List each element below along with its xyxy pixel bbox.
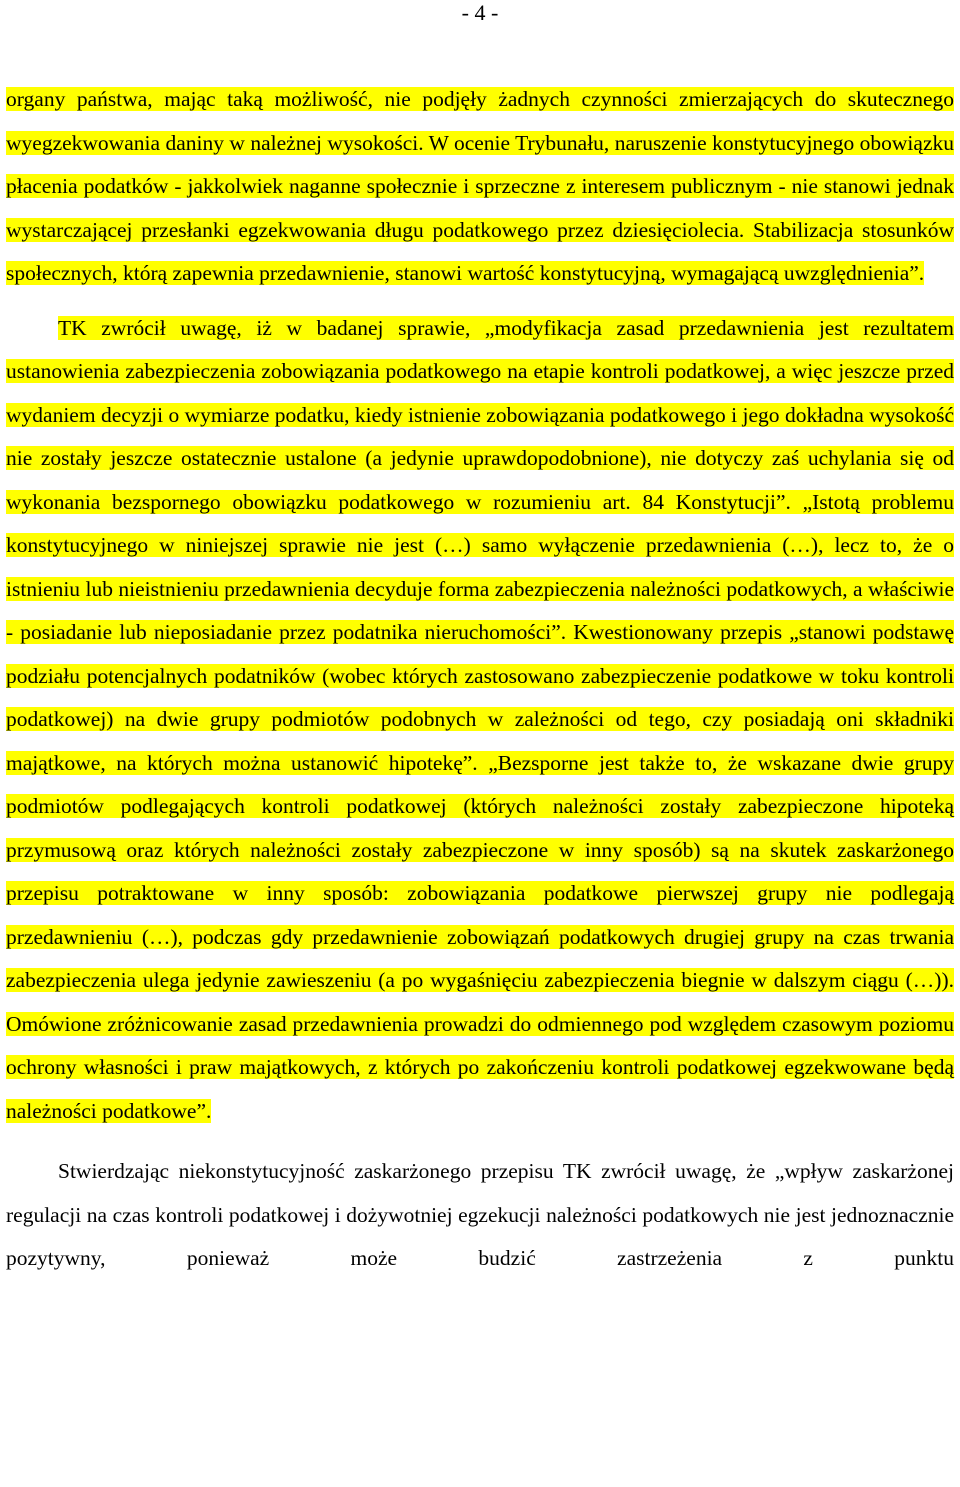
highlighted-text: organy państwa, mając taką możliwość, nie podjęły żadnych czynności zmierzających do skutecznego wyegzekwowania daniny w należnej wysokości. W ocenie Trybunału, naruszenie konstytucyjnego obowiązku płacenia podatków - jakkolwiek naganne społecznie i sprzeczne z interesem publicznym - nie stanowi jednak wystarczającej przesłanki egzekwowania długu podatkowego przez dziesięciolecia. Stabilizacja stosunków społecznych, którą zapewnia przedawnienie, stanowi wartość konstytucyjną, wymagającą uwzględnienia”. <box>6 87 954 285</box>
paragraph-text: Stwierdzając niekonstytucyjność zaskarżonego przepisu TK zwrócił uwagę, że „wpływ zaskarżonej regulacji na czas kontroli podatkowej i dożywotniej egzekucji należności podatkowych nie jest jednoznacznie pozytywny, ponieważ może budzić zastrzeżenia z punktu <box>6 1159 954 1270</box>
highlighted-text: TK zwrócił uwagę, iż w badanej sprawie, „modyfikacja zasad przedawnienia jest rezultatem ustanowienia zabezpieczenia zobowiązania podatkowego na etapie kontroli podatkowej, a więc jeszcze przed wydaniem decyzji o wymiarze podatku, kiedy istnienie zobowiązania podatkowego i jego dokładna wysokość nie zostały jeszcze ostatecznie ustalone (a jedynie uprawdopodobnione), nie dotyczy zaś uchylania się od wykonania bezspornego obowiązku podatkowego w rozumieniu art. 84 Konstytucji”. „Istotą problemu konstytucyjnego w niniejszej sprawie nie jest (…) samo wyłączenie przedawnienia (…), lecz to, że o istnieniu lub nieistnieniu przedawnienia decyduje forma zabezpieczenia należności podatkowych, a właściwie - posiadanie lub nieposiadanie przez podatnika nieruchomości”. Kwestionowany przepis „stanowi podstawę podziału potencjalnych podatników (wobec których zastosowano zabezpieczenie podatkowe w toku kontroli podatkowej) na dwie grupy podmiotów podobnych w zależności od tego, czy posiadają oni składniki majątkowe, na których można ustanowić hipotekę”. „Bezsporne jest także to, że wskazane dwie grupy podmiotów podlegających kontroli podatkowej (których należności zostały zabezpieczone hipoteką przymusową oraz których należności zostały zabezpieczone w inny sposób) są na skutek zaskarżonego przepisu potraktowane w inny sposób: zobowiązania podatkowe pierwszej grupy nie podlegają przedawnieniu (…), podczas gdy przedawnienie zobowiązań podatkowych drugiej grupy na czas trwania zabezpieczenia ulega jedynie zawieszeniu (a po wygaśnięciu zabezpieczenia biegnie w dalszym ciągu (…)). Omówione zróżnicowanie zasad przedawnienia prowadzi do odmiennego pod względem czasowym poziomu ochrony własności i praw majątkowych, z których po zakończeniu kontroli podatkowej egzekwowane będą należności podatkowe”. <box>6 315 954 1123</box>
document-body <box>6 78 954 1281</box>
paragraph-1 <box>6 78 954 296</box>
paragraph-2 <box>6 307 954 1134</box>
page-number: - 4 - <box>461 0 499 25</box>
paragraph-3 <box>6 1150 954 1281</box>
